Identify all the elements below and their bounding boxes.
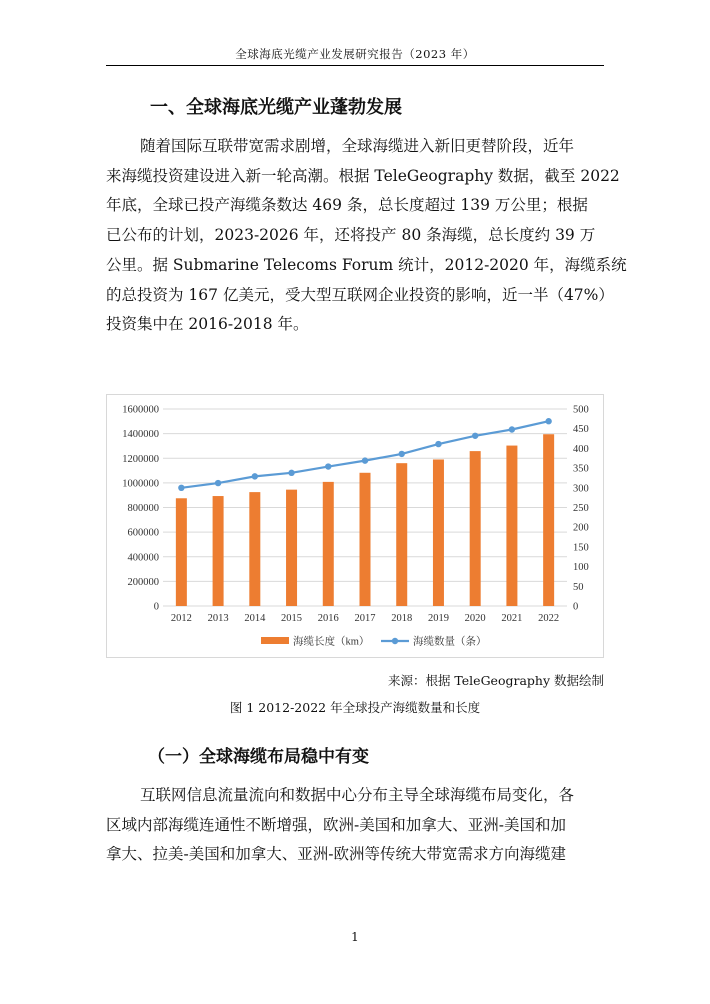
- y-left-tick-label: 1000000: [122, 478, 159, 490]
- y-left-tick-label: 200000: [127, 576, 159, 588]
- paragraph-1-line: 已公布的计划，2023-2026 年，还将投产 80 条海缆，总长度约 39 万: [106, 226, 596, 245]
- cable-chart: [106, 394, 604, 658]
- point-cable-count: [215, 480, 221, 486]
- x-tick-label: 2021: [501, 613, 523, 624]
- x-tick-label: 2017: [354, 613, 376, 624]
- bar-cable-length: [323, 482, 334, 606]
- y-right-tick-label: 300: [573, 483, 589, 495]
- paragraph-2-line: 区域内部海缆连通性不断增强，欧洲-美国和加拿大、亚洲-美国和加: [106, 815, 566, 834]
- y-right-tick-label: 500: [573, 404, 589, 416]
- bar-cable-length: [396, 463, 407, 606]
- bar-cable-length: [506, 446, 517, 606]
- point-cable-count: [435, 441, 441, 447]
- point-cable-count: [252, 473, 258, 479]
- x-tick-label: 2012: [170, 613, 192, 624]
- legend-label-count: 海缆数量（条）: [413, 636, 487, 648]
- y-right-tick-label: 250: [573, 503, 589, 514]
- page-number: 1: [351, 930, 359, 944]
- x-tick-label: 2020: [464, 613, 486, 624]
- section-heading-1: 一、全球海底光缆产业蓬勃发展: [150, 97, 402, 118]
- point-cable-count: [362, 457, 368, 463]
- point-cable-count: [178, 485, 184, 491]
- point-cable-count: [288, 470, 294, 476]
- x-tick-label: 2018: [391, 613, 413, 624]
- y-right-tick-label: 350: [573, 463, 589, 475]
- point-cable-count: [325, 463, 331, 469]
- bar-cable-length: [543, 434, 554, 606]
- paragraph-1-line: 公里。据 Submarine Telecoms Forum 统计，2012-2020 年，海缆系统: [106, 255, 627, 274]
- paragraph-2-line: 拿大、拉美-美国和加拿大、亚洲-欧洲等传统大带宽需求方向海缆建: [106, 845, 566, 864]
- point-cable-count: [545, 418, 551, 424]
- x-tick-label: 2016: [317, 613, 339, 624]
- y-left-tick-label: 800000: [127, 503, 159, 514]
- y-left-tick-label: 1600000: [122, 404, 159, 416]
- bar-cable-length: [176, 498, 187, 606]
- bar-cable-length: [433, 459, 444, 606]
- point-cable-count: [509, 426, 515, 432]
- bar-cable-length: [360, 473, 371, 606]
- y-left-tick-label: 1400000: [122, 429, 159, 441]
- y-right-tick-label: 450: [573, 424, 589, 436]
- paragraph-1-line: 的总投资为 167 亿美元，受大型互联网企业投资的影响，近一半（47%）: [106, 285, 614, 304]
- x-tick-label: 2015: [281, 613, 303, 624]
- bar-cable-length: [213, 496, 224, 606]
- y-left-tick-label: 0: [153, 601, 159, 613]
- y-right-tick-label: 400: [573, 443, 589, 455]
- point-cable-count: [472, 433, 478, 439]
- page-header: 全球海底光缆产业发展研究报告（2023 年）: [106, 44, 604, 66]
- legend-label-length: 海缆长度（km）: [293, 636, 370, 648]
- figure-caption: 图 1 2012-2022 年全球投产海缆数量和长度: [229, 700, 481, 715]
- y-left-tick-label: 600000: [127, 527, 159, 539]
- x-tick-label: 2014: [244, 613, 266, 624]
- y-right-tick-label: 100: [573, 562, 589, 574]
- y-right-tick-label: 200: [573, 522, 589, 534]
- y-right-tick-label: 0: [573, 601, 579, 613]
- point-cable-count: [399, 451, 405, 457]
- y-left-tick-label: 400000: [127, 552, 159, 564]
- paragraph-1-line: 随着国际互联带宽需求剧增，全球海缆进入新旧更替阶段，近年: [140, 137, 575, 155]
- paragraph-1-line: 投资集中在 2016-2018 年。: [106, 315, 309, 334]
- paragraph-1-line: 年底，全球已投产海缆条数达 469 条，总长度超过 139 万公里；根据: [106, 196, 588, 215]
- paragraph-1-line: 来海缆投资建设进入新一轮高潮。根据 TeleGeography 数据，截至 2022: [106, 166, 620, 185]
- y-right-tick-label: 50: [573, 581, 584, 593]
- bar-cable-length: [470, 451, 481, 606]
- chart-svg: [107, 395, 605, 659]
- paragraph-2: [106, 781, 604, 870]
- figure-source: 来源：根据 TeleGeography 数据绘制: [387, 673, 604, 688]
- paragraph-1: [106, 132, 627, 340]
- legend-swatch-length: [261, 637, 289, 644]
- legend-marker-count: [392, 638, 398, 644]
- y-right-tick-label: 150: [573, 542, 589, 554]
- x-tick-label: 2019: [427, 613, 449, 624]
- section-heading-2: （一）全球海缆布局稳中有变: [148, 747, 369, 767]
- y-left-tick-label: 1200000: [122, 453, 159, 465]
- paragraph-2-line: 互联网信息流量流向和数据中心分布主导全球海缆布局变化，各: [140, 786, 575, 804]
- bar-cable-length: [286, 490, 297, 606]
- x-tick-label: 2022: [538, 613, 560, 624]
- bar-cable-length: [249, 492, 260, 606]
- x-tick-label: 2013: [207, 613, 229, 624]
